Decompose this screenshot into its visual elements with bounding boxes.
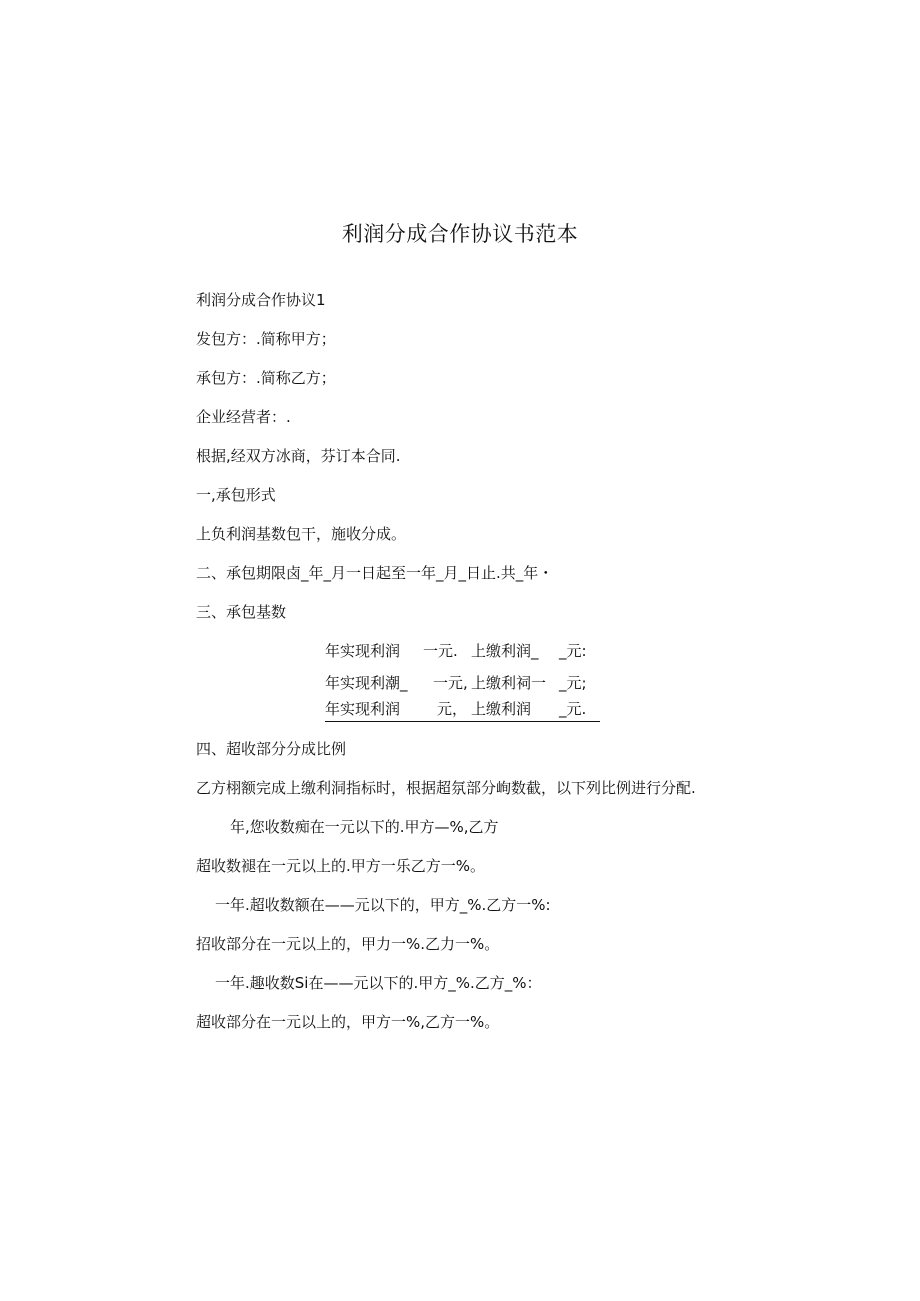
section-4-heading: 四、超收部分分成比例 [196, 740, 347, 758]
tier-3-continued: 超收部分在一元以上的，甲方一%,乙方一%。 [196, 1013, 500, 1031]
base-cell: _元. [559, 700, 587, 718]
base-row [325, 673, 605, 693]
section-1-heading: 一,承包形式 [196, 486, 276, 504]
operator-line: 企业经营者：. [196, 408, 291, 426]
section-4-body: 乙方栩额完成上缴利洞指标时，根据超氛部分峋数截，以下列比例进行分配. [196, 779, 696, 797]
base-cell: 元， [437, 700, 468, 718]
document-title: 利润分成合作协议书范本 [341, 222, 579, 246]
section-2-line: 二、承包期限卤_年_月一日起至一年_月_日止.共_年・ [196, 564, 554, 582]
tier-2-continued: 招收部分在一元以上的，甲力一%.乙力一%。 [196, 935, 500, 953]
base-cell: 上缴利润_ [471, 642, 539, 660]
section-3-text: 三、承包基数 [196, 603, 287, 621]
agreement-heading: 利润分成合作协议1 [196, 291, 326, 309]
base-cell: 年实现利潮_ [325, 674, 408, 692]
tier-1-line: 年,您收数痴在一元以下的.甲方—%,乙方 [230, 818, 499, 836]
section-3-heading [196, 602, 286, 622]
base-cell: 上缴利祠一 [471, 674, 547, 692]
tier-2-line: 一年.超收数额在——元以下的，甲方_%.乙方一%: [215, 896, 551, 914]
tier-1-continued: 超收数褪在一元以上的.甲方一乐乙方一%。 [196, 857, 486, 875]
base-row [325, 641, 605, 661]
base-cell: 年实现利润 [325, 642, 401, 660]
base-cell: _元: [559, 642, 587, 660]
base-cell: 上缴利润 [471, 700, 532, 718]
base-cell: 年实现利润 [325, 700, 401, 718]
party-b-line: 承包方：.简称乙方； [196, 369, 336, 387]
base-cell: _元; [559, 674, 587, 692]
base-row [325, 699, 600, 722]
tier-3-line: 一年.趣收数Si在——元以下的.甲方_%.乙方_%： [215, 974, 542, 992]
party-a-line: 发包方：.简称甲方； [196, 330, 336, 348]
preamble-line: 根据,经双方冰商，芬订本合同. [196, 447, 401, 465]
section-1-body: 上负利润基数包干，施收分成。 [196, 525, 407, 543]
base-cell: 一元, [433, 674, 468, 692]
base-cell: 一元. [423, 642, 458, 660]
